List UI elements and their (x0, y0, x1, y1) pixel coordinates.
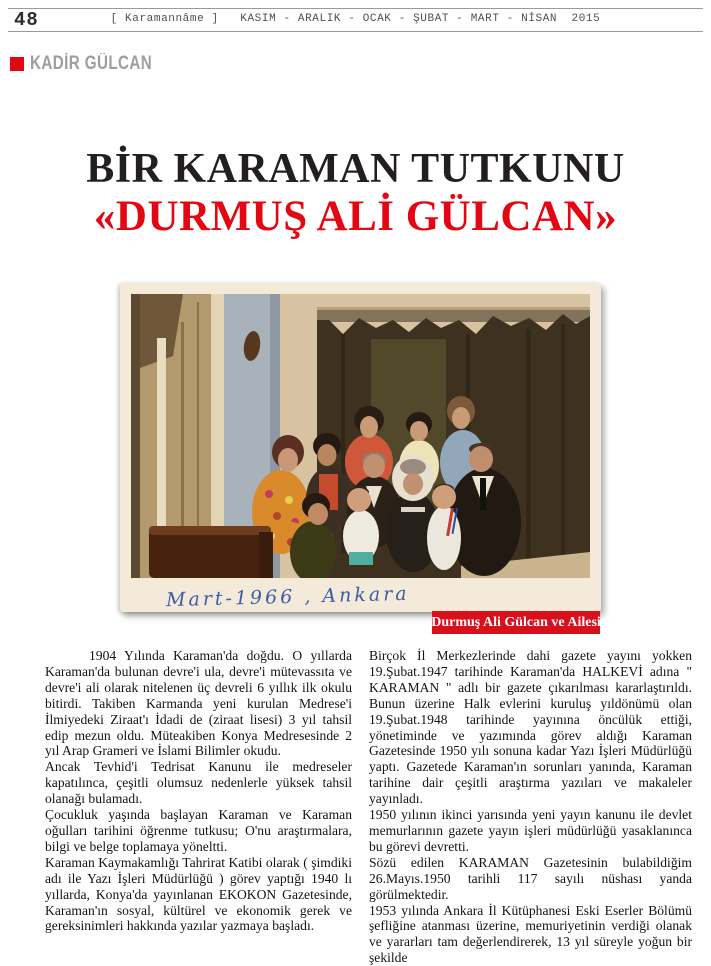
article-title (0, 146, 711, 241)
photo-handwriting: Mart-1966 , Ankara (166, 583, 410, 611)
paragraph: 1950 yılının ikinci yarısında yeni yayın kanunu ile devlet memurlarının gazete yayın işleri müdürlüğü yasaklanınca bu görevi devretti. (369, 807, 692, 855)
paragraph: Sözü edilen KARAMAN Gazetesinin bulabildiğim 26.Mayıs.1950 tarihli 117 sayılı nüshası yanda görülmektedir. (369, 855, 692, 903)
paragraph: Çocukluk yaşında başlayan Karaman ve Karaman oğulları tarihini öğrenme tutkusu; O'nu araştırmalara, bilgi ve belge toplamaya yöneltti. (45, 807, 352, 855)
article-right-column (369, 648, 692, 966)
photo-door-edge (131, 294, 140, 578)
paragraph: Ancak Tevhid'i Tedrisat Kanunu ile medreseler kapatılınca, çeşitli olumsuz nedenlerle yüksek tahsil olanağı bulamadı. (45, 759, 352, 807)
header-bottom-rule (8, 31, 703, 32)
author-byline (10, 53, 183, 75)
paragraph: Karaman Kaymakamlığı Tahrirat Katibi olarak ( şimdiki adı ile Yazı İşleri Müdürlüğü ) görev yaptığı 1940 lı yıllarda, Konya'da yayınlanan EKOKON Gazetesinde, Karaman'ın sosyal, kültürel ve ekonomik gerek ve gereksinimleri hakkında yazılar yazmaya başladı. (45, 855, 352, 935)
family-photo-scene (131, 294, 590, 578)
paragraph: 1904 Yılında Karaman'da doğdu. O yıllarda Karaman'da bulunan devre'i ula, devre'i mütevassıta ve devre'i ali olarak nitelenen üç devreli 6 yıllık ilk okulu bitirdi. Takiben Karmanda yeni kurulan Medrese'i İlmiyedeki Ziraat'ı İdadi de (ziraat lisesi) 3 yıl tahsil edip mezun oldu. Müteakiben Konya Medresesinde 2 yıl Arap Grameri ve İslami Bilimler okudu. (45, 648, 352, 759)
photo-caption-badge: Durmuş Ali Gülcan ve Ailesi (432, 611, 600, 634)
page-number: 48 (14, 9, 39, 31)
red-square-bullet-icon (10, 57, 24, 71)
article-body (45, 648, 692, 966)
photo-sideboard (149, 526, 273, 578)
article-left-column (45, 648, 352, 966)
header-top-rule (8, 8, 703, 9)
author-name: KADİR GÜLCAN (30, 53, 152, 75)
journal-header: [ Karamannâme ] KASIM - ARALIK - OCAK - ŞUBAT - MART - NİSAN 2015 (0, 13, 711, 25)
paragraph: 1953 yılında Ankara İl Kütüphanesi Eski Eserler Bölümü şefliğine atanması üzerine, memuriyetinin verdiği olanak ve yararları tam değerlendirerek, 13 yıl süreyle yoğun bir şekilde (369, 903, 692, 966)
paragraph: Birçok İl Merkezlerinde dahi gazete yayını yokken 19.Şubat.1947 tarihinde Karaman'da HALKEVİ adına " KARAMAN " adlı bir gazete çıkarılması kararlaştırıldı. Bunun üzerine Halk evlerini kuruluş yıldönümü olan 19.Şubat.1948 tarihinde yayınına öncülük ettiği, yönetiminde ve yazımında görev aldığı Karaman Gazetesinde 1950 yılı sonuna kadar Yazı İşleri Müdürlüğü yaptı. Gazetede Karaman'ın sorunları yanında, Karaman tarihine dair çeşitli araştırma yazıları ve makaleler yayınladı. (369, 648, 692, 807)
article-title-line2: «DURMUŞ ALİ GÜLCAN» (0, 193, 711, 241)
family-photo (120, 283, 601, 612)
article-title-line1: BİR KARAMAN TUTKUNU (0, 146, 711, 193)
photo-person-baby-tracksuit (427, 484, 461, 570)
